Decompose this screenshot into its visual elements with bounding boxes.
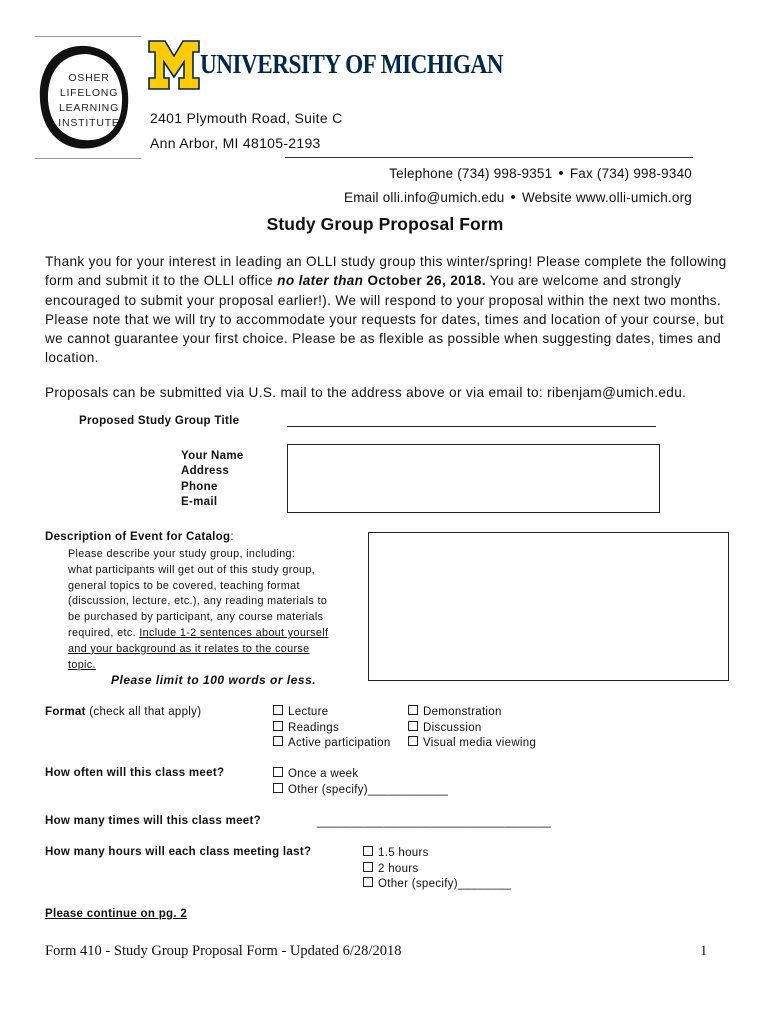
email-web-line	[344, 189, 692, 206]
hours-option-other[interactable]	[363, 877, 511, 893]
telephone: Telephone (734) 998-9351	[389, 166, 553, 181]
address-label: Address	[181, 465, 230, 477]
description-label-text: Description of Event for Catalog	[45, 531, 231, 543]
intro-text: Thank you for your interest in leading an OLLI study group this winter/spring! Please complete the following form and submit it to the OLLI office	[45, 254, 727, 289]
help-underlined: Include 1-2 sentences about yourself	[139, 626, 329, 639]
checkbox[interactable]	[363, 877, 373, 887]
university-name: UNIVERSITY OF MICHIGAN	[200, 49, 504, 79]
hours-options	[363, 846, 511, 893]
checkbox[interactable]	[408, 721, 418, 731]
checkbox[interactable]	[273, 721, 283, 731]
format-option-readings[interactable]	[273, 721, 391, 737]
option-label: Active participation	[288, 737, 391, 749]
checkbox[interactable]	[273, 767, 283, 777]
option-label: Visual media viewing	[423, 737, 537, 749]
checkbox[interactable]	[273, 705, 283, 715]
description-label	[45, 531, 234, 543]
footer-form-id: Form 410 - Study Group Proposal Form - Updated 6/28/2018	[45, 943, 402, 959]
option-label: Demonstration	[423, 706, 502, 718]
title-label: Proposed Study Group Title	[79, 415, 240, 427]
osher-text-line: INSTITUTE	[58, 117, 120, 129]
osher-text-line: LEARNING	[58, 102, 120, 114]
help-underlined: topic.	[68, 658, 96, 671]
format-label	[45, 706, 201, 718]
times-label: How many times will this class meet?	[45, 815, 261, 827]
intro-deadline: October 26, 2018.	[367, 273, 486, 289]
hours-label: How many hours will each class meeting last?	[45, 846, 312, 858]
help-line: (discussion, lecture, etc.), any reading materials to	[68, 595, 328, 608]
checkbox[interactable]	[408, 736, 418, 746]
contact-info-box[interactable]	[287, 444, 660, 513]
description-label-colon: :	[230, 531, 234, 543]
description-help	[68, 547, 368, 673]
intro-paragraph	[45, 252, 735, 368]
option-label: Once a week	[288, 768, 359, 780]
office-email: Email olli.info@umich.edu	[344, 190, 505, 205]
option-label: Other (specify)____________	[288, 783, 449, 796]
fax: Fax (734) 998-9340	[569, 166, 692, 181]
website: Website www.olli-umich.org	[521, 190, 692, 205]
checkbox[interactable]	[273, 736, 283, 746]
help-line: what participants will get out of this study group,	[68, 563, 316, 576]
option-label: 1.5 hours	[378, 847, 429, 859]
help-line: be purchased by participant, any course materials	[68, 611, 324, 624]
help-line	[68, 626, 368, 642]
help-text: required, etc.	[68, 626, 140, 639]
option-label: Readings	[288, 721, 339, 734]
address-line-1: 2401 Plymouth Road, Suite C	[150, 110, 343, 126]
description-box[interactable]	[368, 532, 729, 681]
option-label: Discussion	[423, 721, 482, 734]
continue-note: Please continue on pg. 2	[45, 908, 188, 920]
hours-option-1-5[interactable]	[363, 846, 511, 862]
checkbox[interactable]	[408, 705, 418, 715]
checkbox[interactable]	[363, 846, 373, 856]
format-options-col2	[408, 705, 536, 752]
option-label: Lecture	[288, 706, 329, 718]
logo-rule-bottom	[35, 158, 141, 159]
option-label: Other (specify)________	[378, 878, 512, 890]
email-label: E-mail	[181, 496, 218, 508]
format-options-col1	[273, 705, 391, 752]
hours-option-2[interactable]	[363, 862, 511, 878]
address-line-2: Ann Arbor, MI 48105-2193	[150, 135, 321, 151]
checkbox[interactable]	[273, 783, 283, 793]
intro-text: You are welcome and strongly encouraged to submit your proposal earlier!). We will respond to your proposal within the next two months. Please note that we will try to accommodate your requests for dates, times and location of your course, but we cannot guarantee your first choice. Please be as flexible as possible when suggesting dates, times and location.	[45, 273, 724, 366]
osher-text-line: LIFELONG	[59, 87, 119, 99]
frequency-option-weekly[interactable]	[273, 767, 448, 783]
frequency-label: How often will this class meet?	[45, 767, 225, 779]
bullet-separator: •	[558, 165, 564, 182]
format-hint: (check all that apply)	[89, 706, 202, 718]
phone-fax-line	[389, 165, 692, 182]
block-m-logo	[148, 40, 200, 90]
option-label: 2 hours	[378, 862, 419, 875]
osher-text-line: OSHER	[68, 72, 110, 84]
title-input-line[interactable]	[287, 426, 656, 427]
format-option-lecture[interactable]	[273, 705, 391, 721]
times-input-line[interactable]: ___________________________________	[317, 816, 552, 828]
frequency-options	[273, 767, 448, 798]
format-option-active-participation[interactable]	[273, 736, 391, 752]
page-number: 1	[700, 943, 708, 959]
help-underlined: and your background as it relates to the course	[68, 642, 310, 655]
bullet-separator: •	[510, 189, 516, 206]
help-line: general topics to be covered, teaching format	[68, 579, 300, 592]
format-option-demonstration[interactable]	[408, 705, 536, 721]
contact-rule	[285, 157, 693, 158]
frequency-option-other[interactable]	[273, 783, 448, 799]
format-option-visual-media[interactable]	[408, 736, 536, 752]
name-label: Your Name	[181, 450, 244, 462]
logo-rule-top	[35, 36, 141, 37]
format-label-text: Format	[45, 706, 86, 718]
word-limit-note: Please limit to 100 words or less.	[111, 673, 317, 687]
checkbox[interactable]	[363, 862, 373, 872]
phone-label: Phone	[181, 481, 218, 493]
submission-paragraph: Proposals can be submitted via U.S. mail to the address above or via email to: ribenjam@umich.edu.	[45, 385, 687, 400]
form-title: Study Group Proposal Form	[266, 214, 504, 234]
intro-highlight: no later than	[277, 273, 364, 289]
help-line: Please describe your study group, including:	[68, 548, 296, 560]
format-option-discussion[interactable]	[408, 721, 536, 737]
